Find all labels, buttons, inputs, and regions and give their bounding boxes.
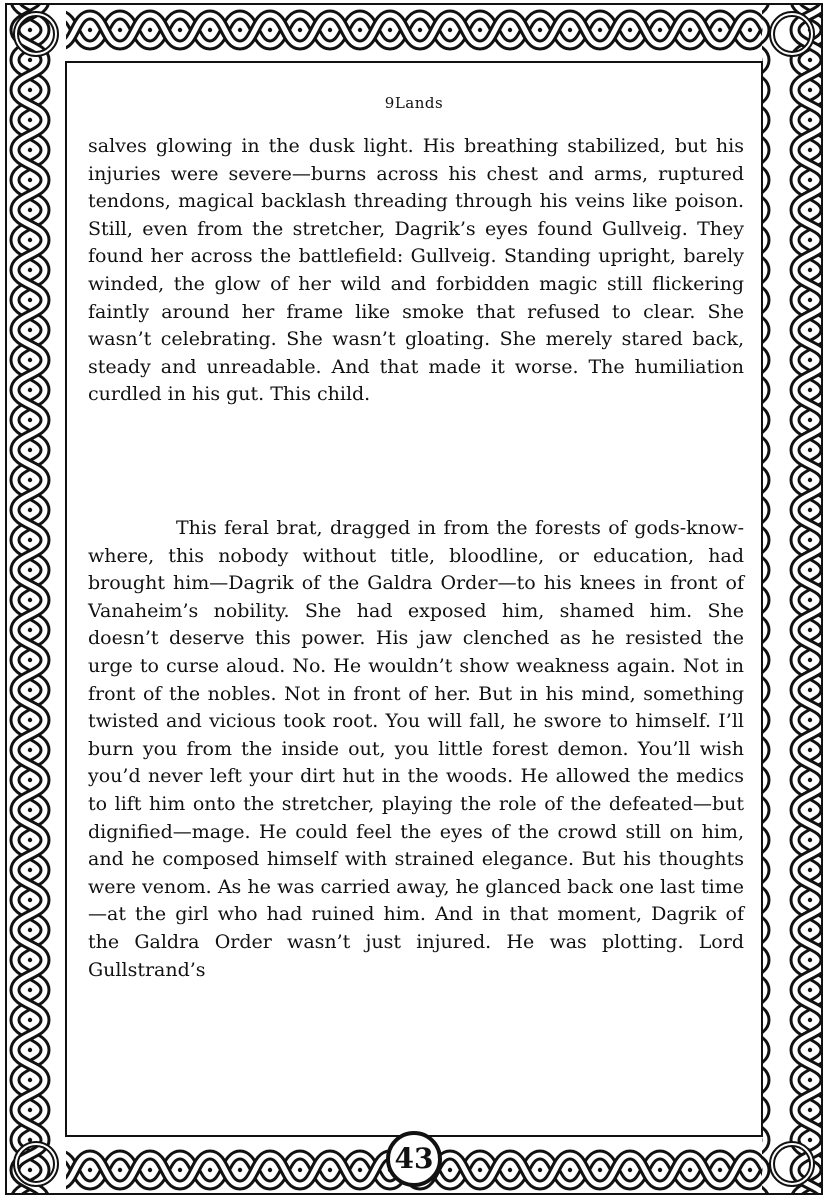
running-header: 9Lands <box>384 94 444 112</box>
page-number: 43 <box>386 1131 442 1187</box>
body-paragraph-2: This feral brat, dragged in from the forests of gods-know-where, this nobody without title, bloodline, or education, had brought him—Dagrik of the Galdra Order—to his knees in front of Vanaheim’s nobility. She had exposed him, shamed him. She doesn’t deserve this power. His jaw clenched as he resisted the urge to curse aloud. No. He wouldn’t show weakness again. Not in front of the nobles. Not in front of her. But in his mind, something twisted and vicious took root. You will fall, he swore to himself. I’ll burn you from the inside out, you little forest demon. You’ll wish you’d never left your dirt hut in the woods. He allowed the medics to lift him onto the stretcher, playing the role of the defeated—but dignified—mage. He could feel the eyes of the crowd still on him, and he composed himself with strained elegance. But his thoughts were venom. As he was carried away, he glanced back one last time—at the girl who had ruined him. And in that moment, Dagrik of the Galdra Order wasn’t just injured. He was plotting. Lord Gullstrand’s <box>88 517 744 981</box>
body-paragraph-1: salves glowing in the dusk light. His breathing stabilized, but his injuries were severe—burns across his chest and arms, ruptured tendons, magical backlash threading through his veins like poison. Still, even from the stretcher, Dagrik’s eyes found Gullveig. They found her across the battlefield: Gullveig. Standing upright, barely winded, the glow of her wild and forbidden magic still flickering faintly around her frame like smoke that refused to clear. She wasn’t celebrating. She wasn’t gloating. She merely stared back, steady and unreadable. And that made it worse. The humiliation curdled in his gut. This child. <box>88 135 744 406</box>
